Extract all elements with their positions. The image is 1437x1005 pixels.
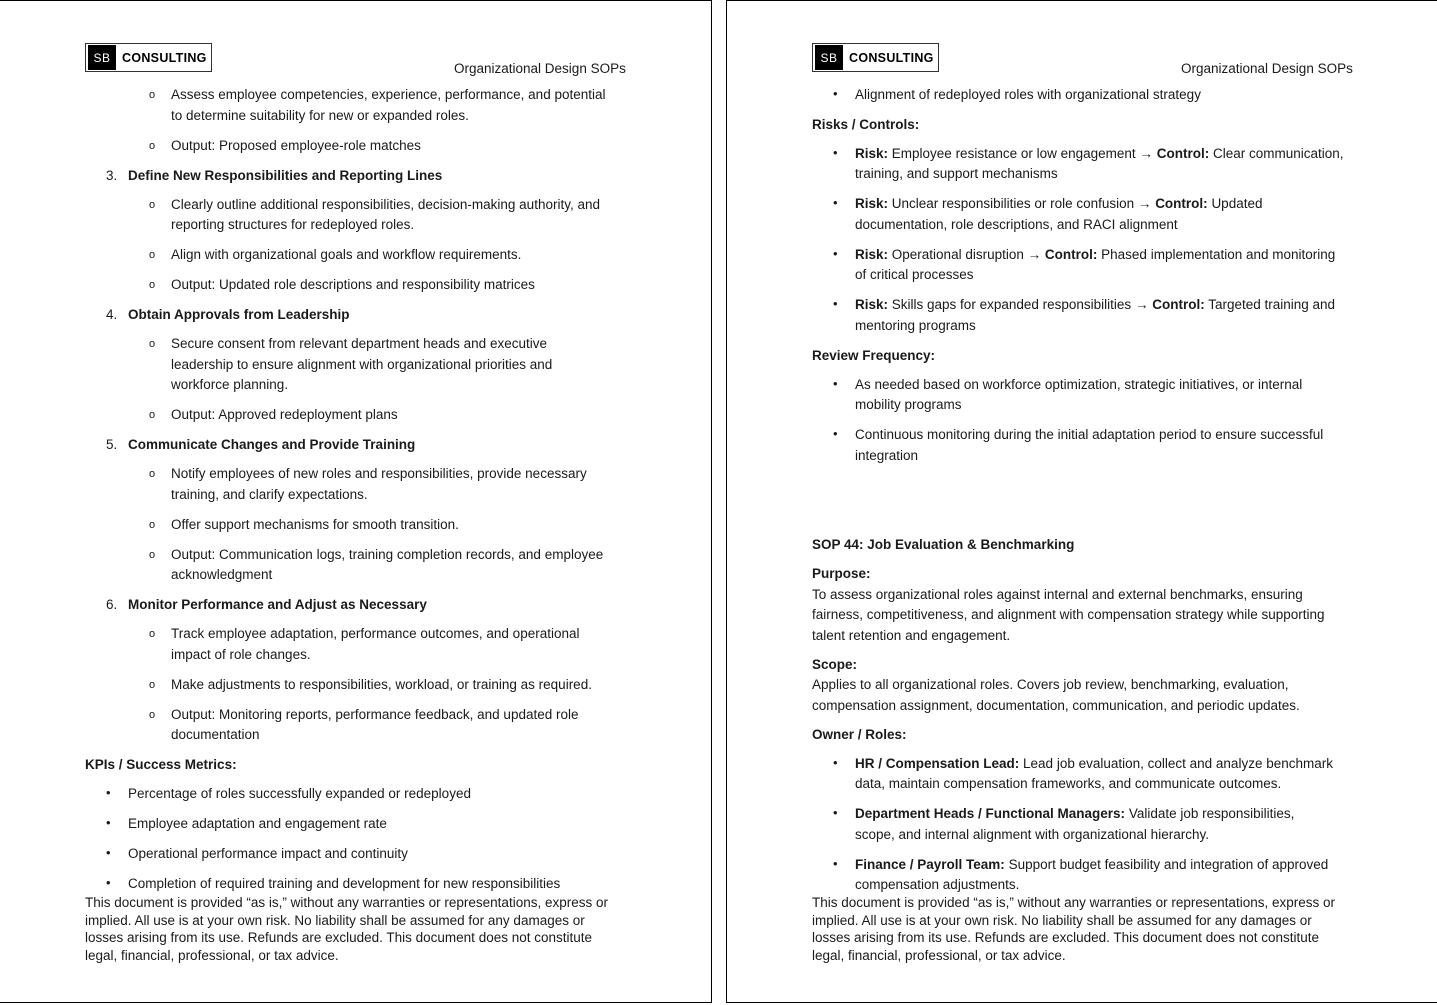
bullet-icon: • (833, 296, 838, 311)
bullet-icon: • (106, 815, 111, 830)
sub-bullet-text: Track employee adaptation, performance outcomes, and operational (171, 626, 580, 641)
risk-label: Risk: (855, 297, 889, 312)
document-page-right (726, 0, 1437, 1003)
sub-bullet-text: reporting structures for redeployed roles. (171, 217, 415, 232)
sub-bullet-text: to determine suitability for new or expanded roles. (171, 107, 469, 123)
risks-heading: Risks / Controls: (812, 116, 920, 132)
logo-wordmark: CONSULTING (849, 50, 934, 65)
control-text: Phased implementation and monitoring (1101, 246, 1336, 262)
disclaimer-line: losses arising from its use. Refunds are excluded. This document does not constitute (812, 930, 1320, 946)
owner-role-desc-continued: data, maintain compensation frameworks, and communicate outcomes. (855, 776, 1282, 791)
purpose-text: fairness, competitiveness, and alignment with compensation strategy while supporting (812, 607, 1325, 622)
circle-bullet-icon: o (149, 139, 156, 152)
disclaimer-line: This document is provided “as is,” without any warranties or representations, express or (812, 895, 1335, 910)
sub-bullet-text: Output: Approved redeployment plans (171, 407, 398, 422)
control-label: Control: (1044, 246, 1098, 262)
sub-bullet-text: Notify employees of new roles and responsibilities, provide necessary (171, 466, 587, 481)
bullet-icon: • (106, 785, 111, 800)
bullet-icon: • (833, 426, 838, 441)
sub-bullet-text: leadership to ensure alignment with organizational priorities and (171, 356, 553, 372)
circle-bullet-icon: o (149, 249, 156, 261)
bullet-icon: • (833, 144, 838, 160)
circle-bullet-icon: o (149, 628, 156, 640)
circle-bullet-icon: o (149, 198, 156, 211)
disclaimer-line: legal, financial, professional, or tax advice. (812, 948, 1066, 964)
owner-role-name: Department Heads / Functional Managers: (855, 806, 1126, 821)
sub-bullet-text: Output: Monitoring reports, performance feedback, and updated role (171, 706, 579, 722)
control-text: Updated (1211, 196, 1263, 211)
bullet-icon: • (106, 875, 111, 890)
review-item-text: As needed based on workforce optimization, strategic initiatives, or internal (855, 376, 1303, 392)
owner-role-desc: Validate job responsibilities, (1128, 806, 1295, 821)
bullet-icon: • (106, 845, 111, 860)
disclaimer-line: losses arising from its use. Refunds are excluded. This document does not constitute (85, 930, 593, 946)
footer-disclaimer (85, 894, 645, 965)
footer-disclaimer (812, 894, 1372, 965)
logo-sb-mark: SB (88, 45, 116, 70)
review-item-text: integration (855, 447, 919, 463)
sub-bullet-text: Make adjustments to responsibilities, workload, or training as required. (171, 676, 592, 692)
risk-label: Risk: (855, 246, 889, 262)
owner-role-desc-continued: scope, and internal alignment with organizational hierarchy. (855, 826, 1209, 842)
sb-consulting-logo (812, 43, 939, 72)
circle-bullet-icon: o (149, 468, 156, 480)
disclaimer-line: legal, financial, professional, or tax advice. (85, 948, 339, 964)
control-text: Targeted training and (1208, 297, 1336, 312)
arrow-icon: → (1134, 297, 1149, 312)
logo-sb-mark: SB (815, 45, 843, 70)
kpi-item: Employee adaptation and engagement rate (128, 816, 387, 831)
circle-bullet-icon: o (149, 548, 156, 561)
step-title: Obtain Approvals from Leadership (128, 307, 350, 322)
risk-text: Unclear responsibilities or role confusion (891, 196, 1135, 211)
bullet-icon: • (833, 195, 838, 210)
disclaimer-line: implied. All use is at your own risk. No liability shall be assumed for any damages or (812, 912, 1312, 928)
owner-role-name: Finance / Payroll Team: (855, 856, 1005, 872)
owner-role-item (855, 804, 1294, 825)
circle-bullet-icon: o (149, 279, 156, 291)
arrow-icon: → (1027, 246, 1042, 262)
risk-label: Risk: (855, 145, 889, 161)
risk-label: Risk: (855, 196, 889, 211)
bullet-icon: • (833, 375, 838, 391)
kpi-item: Completion of required training and development for new responsibilities (128, 876, 561, 891)
arrow-icon: → (1137, 196, 1152, 211)
control-label: Control: (1155, 196, 1208, 211)
control-text-continued: training, and support mechanisms (855, 166, 1058, 181)
step-number: 5. (106, 437, 118, 452)
document-page-left (0, 0, 712, 1003)
step-title: Monitor Performance and Adjust as Necessary (128, 597, 427, 612)
bullet-icon: • (833, 754, 838, 770)
sub-bullet-text: Align with organizational goals and workflow requirements. (171, 247, 522, 262)
review-heading: Review Frequency: (812, 347, 936, 363)
sub-bullet-text: Output: Updated role descriptions and responsibility matrices (171, 277, 535, 292)
sop-title: SOP 44: Job Evaluation & Benchmarking (812, 537, 1075, 552)
review-item-text: Continuous monitoring during the initial adaptation period to ensure successful (855, 427, 1324, 442)
risk-text: Operational disruption (891, 246, 1024, 262)
sub-bullet-text: Clearly outline additional responsibilities, decision-making authority, and (171, 196, 600, 212)
risk-text: Skills gaps for expanded responsibilities (891, 297, 1132, 312)
owner-role-item (855, 855, 1328, 876)
sub-bullet-text: Output: Proposed employee-role matches (171, 137, 421, 153)
sb-consulting-logo (85, 43, 212, 72)
circle-bullet-icon: o (149, 338, 156, 350)
circle-bullet-icon: o (149, 518, 156, 531)
sub-bullet-text: impact of role changes. (171, 646, 311, 662)
disclaimer-line: implied. All use is at your own risk. No liability shall be assumed for any damages or (85, 912, 585, 928)
step-title: Communicate Changes and Provide Training (128, 437, 416, 452)
risk-control-item (855, 245, 1335, 266)
risk-control-item (855, 144, 1344, 165)
control-text-continued: mentoring programs (855, 317, 976, 333)
owner-role-desc: Lead job evaluation, collect and analyze benchmark (1023, 755, 1333, 771)
sub-bullet-text: Output: Communication logs, training completion records, and employee (171, 546, 604, 562)
purpose-text: To assess organizational roles against internal and external benchmarks, ensuring (812, 586, 1303, 602)
sub-bullet-text: training, and clarify expectations. (171, 486, 368, 502)
step-number: 6. (106, 597, 118, 612)
sub-bullet-text: Assess employee competencies, experience, performance, and potential (171, 87, 606, 102)
owner-role-name: HR / Compensation Lead: (855, 755, 1020, 771)
kpi-item: Operational performance impact and continuity (128, 846, 408, 861)
header-doc-title: Organizational Design SOPs (1181, 61, 1353, 76)
arrow-icon: → (1139, 145, 1153, 161)
control-label: Control: (1156, 145, 1210, 161)
sub-bullet-text: documentation (171, 727, 260, 742)
step-number: 4. (106, 307, 118, 322)
purpose-text: talent retention and engagement. (812, 627, 1011, 643)
circle-bullet-icon: o (149, 678, 156, 691)
bullet-icon: • (833, 805, 838, 820)
sub-bullet-text: Secure consent from relevant department heads and executive (171, 336, 547, 351)
sub-bullet-text: Offer support mechanisms for smooth transition. (171, 516, 459, 532)
scope-text: compensation assignment, documentation, communication, and periodic updates. (812, 697, 1300, 713)
kpi-item: Alignment of redeployed roles with organizational strategy (855, 87, 1201, 102)
kpi-item: Percentage of roles successfully expanded or redeployed (128, 786, 471, 801)
circle-bullet-icon: o (149, 708, 156, 721)
bullet-icon: • (833, 86, 838, 101)
bullet-icon: • (833, 855, 838, 871)
owner-role-item (855, 754, 1333, 775)
review-item-text: mobility programs (855, 397, 962, 412)
circle-bullet-icon: o (149, 89, 156, 101)
owner-role-desc: Support budget feasibility and integration of approved (1008, 856, 1329, 872)
logo-wordmark: CONSULTING (122, 50, 207, 65)
header-doc-title: Organizational Design SOPs (454, 61, 626, 76)
scope-heading: Scope: (812, 656, 858, 672)
purpose-heading: Purpose: (812, 566, 871, 581)
kpi-heading: KPIs / Success Metrics: (85, 757, 237, 772)
risk-control-item (855, 194, 1262, 215)
scope-text: Applies to all organizational roles. Covers job review, benchmarking, evaluation, (812, 677, 1289, 692)
control-text: Clear communication, (1212, 145, 1344, 161)
disclaimer-line: This document is provided “as is,” without any warranties or representations, express or (85, 895, 608, 910)
sub-bullet-text: workforce planning. (171, 377, 289, 392)
bullet-icon: • (833, 245, 838, 261)
risk-text: Employee resistance or low engagement (891, 145, 1136, 161)
step-title: Define New Responsibilities and Reporting Lines (128, 167, 443, 183)
owner-role-desc-continued: compensation adjustments. (855, 877, 1020, 892)
control-text-continued: documentation, role descriptions, and RACI alignment (855, 216, 1178, 232)
owner-heading: Owner / Roles: (812, 726, 907, 742)
step-number: 3. (106, 167, 118, 183)
circle-bullet-icon: o (149, 409, 156, 421)
control-text-continued: of critical processes (855, 267, 974, 282)
risk-control-item (855, 295, 1335, 316)
control-label: Control: (1152, 297, 1205, 312)
sub-bullet-text: acknowledgment (171, 567, 273, 582)
